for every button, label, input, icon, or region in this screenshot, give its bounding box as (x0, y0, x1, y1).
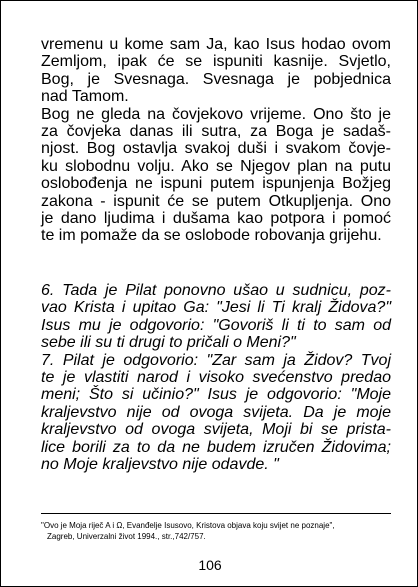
body-line: njost. Bog ostavlja svakoj duši i svakom čovje- (41, 140, 391, 158)
quote-line: sebe ili su ti drugi to pričali o Meni?" (41, 334, 296, 352)
body-line: te im pomaže da se oslobode robovanja grijehu. (41, 227, 382, 245)
quote-line: 6. Tada je Pilat ponovno ušao u sudnicu, poz- (41, 282, 391, 299)
quote-line: kraljevstvo nije od ovoga svijeta. Da je moje (41, 403, 391, 421)
body-paragraphs (41, 36, 391, 245)
footnote (41, 520, 401, 542)
body-line: Bog ne gleda na čovjekovo vrijeme. Ono što je (41, 105, 391, 123)
quote-line: kraljevstvo od ovoga svijeta, Moji bi se prista- (41, 421, 391, 439)
body-line: Bog, je Svesnaga. Svesnaga je pobjednica (41, 70, 391, 88)
body-line: ku slobodnu volju. Ako se Njegov plan na putu (41, 157, 391, 175)
quote-line: lice borili za to da ne budem izručen Židovima; (41, 438, 391, 456)
body-line: oslobođenja ne ispuni putem ispunjenja Božjeg (41, 175, 391, 193)
quote-line: vao Krista i upitao Ga: "Jesi li Ti kralj Židova?" (41, 299, 391, 317)
quote-line: meni; Što si učinio?" Isus je odgovorio: "Moje (41, 386, 391, 404)
footnote-line: Zagreb, Univerzalni život 1994., str.,742/757. (47, 532, 206, 541)
body-line: vremenu u kome sam Ja, kao Isus hodao ovom (41, 36, 391, 53)
quote-line: Isus mu je odgovorio: "Govoriš li ti to sam od (41, 316, 391, 334)
page-number: 106 (198, 557, 222, 573)
quote-line: 7. Pilat je odgovorio: "Zar sam ja Židov? Tvoj (41, 351, 391, 369)
body-line: zakona - ispunit će se putem Otkupljenja. Ono (41, 192, 391, 210)
body-line: je dano ljudima i dušama kao potpora i pomoć (41, 210, 391, 228)
scripture-quote (41, 282, 391, 473)
body-line: za čovjeka danas ili sutra, za Boga je sadaš- (41, 123, 391, 141)
body-line: nad Tamom. (41, 88, 129, 106)
footnote-divider (41, 513, 391, 514)
quote-line: te je vlastiti narod i visoko svećenstvo predao (41, 369, 391, 387)
quote-line: no Moje kraljevstvo nije odavde. " (41, 456, 279, 474)
body-line: Zemljom, ipak će se ispuniti kasnije. Svjetlo, (41, 53, 391, 71)
footnote-line: "Ovo je Moja riječ A i Ω, Evanđelje Isusovo, Kristova objava koju svijet ne poznaje", (41, 521, 335, 530)
